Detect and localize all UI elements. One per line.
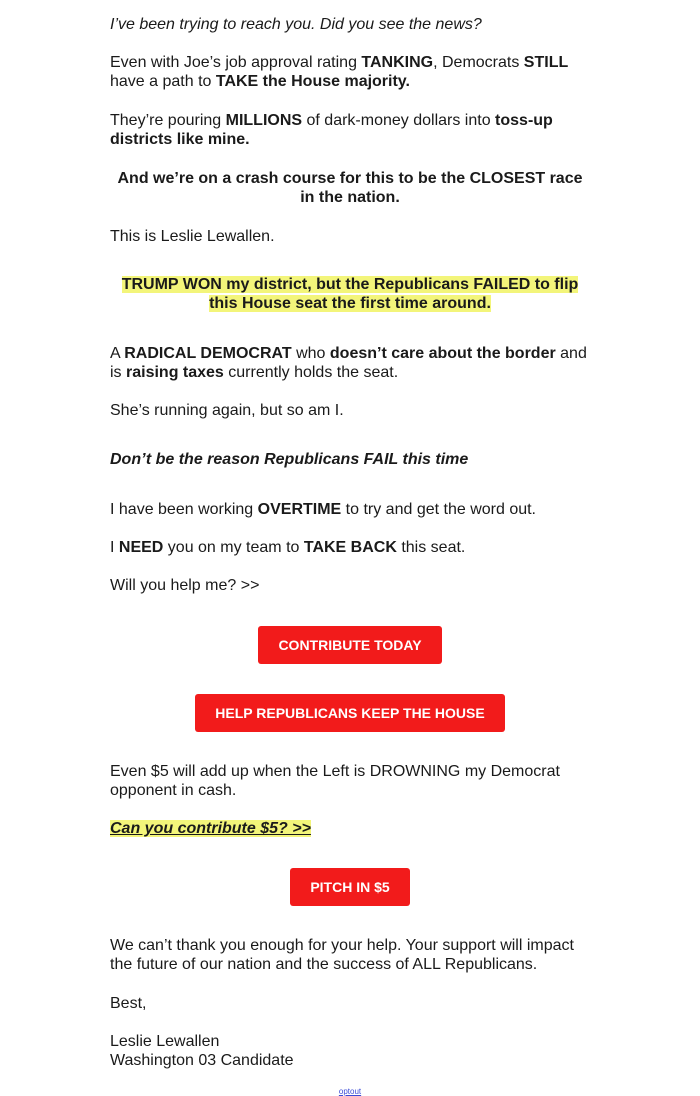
help-me-text: Will you help me? >> <box>110 577 260 594</box>
radical-democrat-paragraph: A RADICAL DEMOCRAT who doesn’t care about the border and is raising taxes currently holds the seat. <box>110 345 587 381</box>
sign-off-text: Best, <box>110 995 147 1012</box>
signature <box>110 1032 590 1070</box>
need-you-paragraph: I NEED you on my team to TAKE BACK this seat. <box>110 539 466 556</box>
five-dollars-paragraph: Even $5 will add up when the Left is DROWNING my Democrat opponent in cash. <box>110 763 560 799</box>
intro-name-text: This is Leslie Lewallen. <box>110 228 275 245</box>
contribute-five-link[interactable]: Can you contribute $5? >> <box>110 820 311 837</box>
pitch-in-five-button[interactable]: PITCH IN $5 <box>290 868 410 906</box>
overtime-paragraph: I have been working OVERTIME to try and get the word out. <box>110 501 536 518</box>
signature-name: Leslie Lewallen <box>110 1033 220 1050</box>
dont-fail-heading: Don’t be the reason Republicans FAIL this time <box>110 451 469 468</box>
contribute-today-button[interactable]: CONTRIBUTE TODAY <box>258 626 442 664</box>
thank-you-paragraph: We can’t thank you enough for your help. Your support will impact the future of our nation and the success of ALL Republicans. <box>110 937 574 973</box>
signature-title: Washington 03 Candidate <box>110 1052 294 1069</box>
optout-link[interactable]: optout <box>338 1087 362 1096</box>
trump-won-highlight: TRUMP WON my district, but the Republicans FAILED to flip this House seat the first time around. <box>121 276 579 312</box>
contribute-button-row <box>0 626 700 664</box>
intro-text: I’ve been trying to reach you. Did you see the news? <box>110 16 482 33</box>
keep-house-button-row <box>0 694 700 732</box>
contribute-five-link-row <box>110 819 590 838</box>
pitch-button-row <box>0 868 700 906</box>
running-again-text: She’s running again, but so am I. <box>110 402 344 419</box>
approval-paragraph: Even with Joe’s job approval rating TANKING, Democrats STILL have a path to TAKE the House majority. <box>110 54 569 90</box>
help-republicans-keep-house-button[interactable]: HELP REPUBLICANS KEEP THE HOUSE <box>195 694 505 732</box>
money-paragraph: They’re pouring MILLIONS of dark-money dollars into toss-up districts like mine. <box>110 112 553 148</box>
closest-race-heading: And we’re on a crash course for this to be the CLOSEST race in the nation. <box>117 170 583 206</box>
